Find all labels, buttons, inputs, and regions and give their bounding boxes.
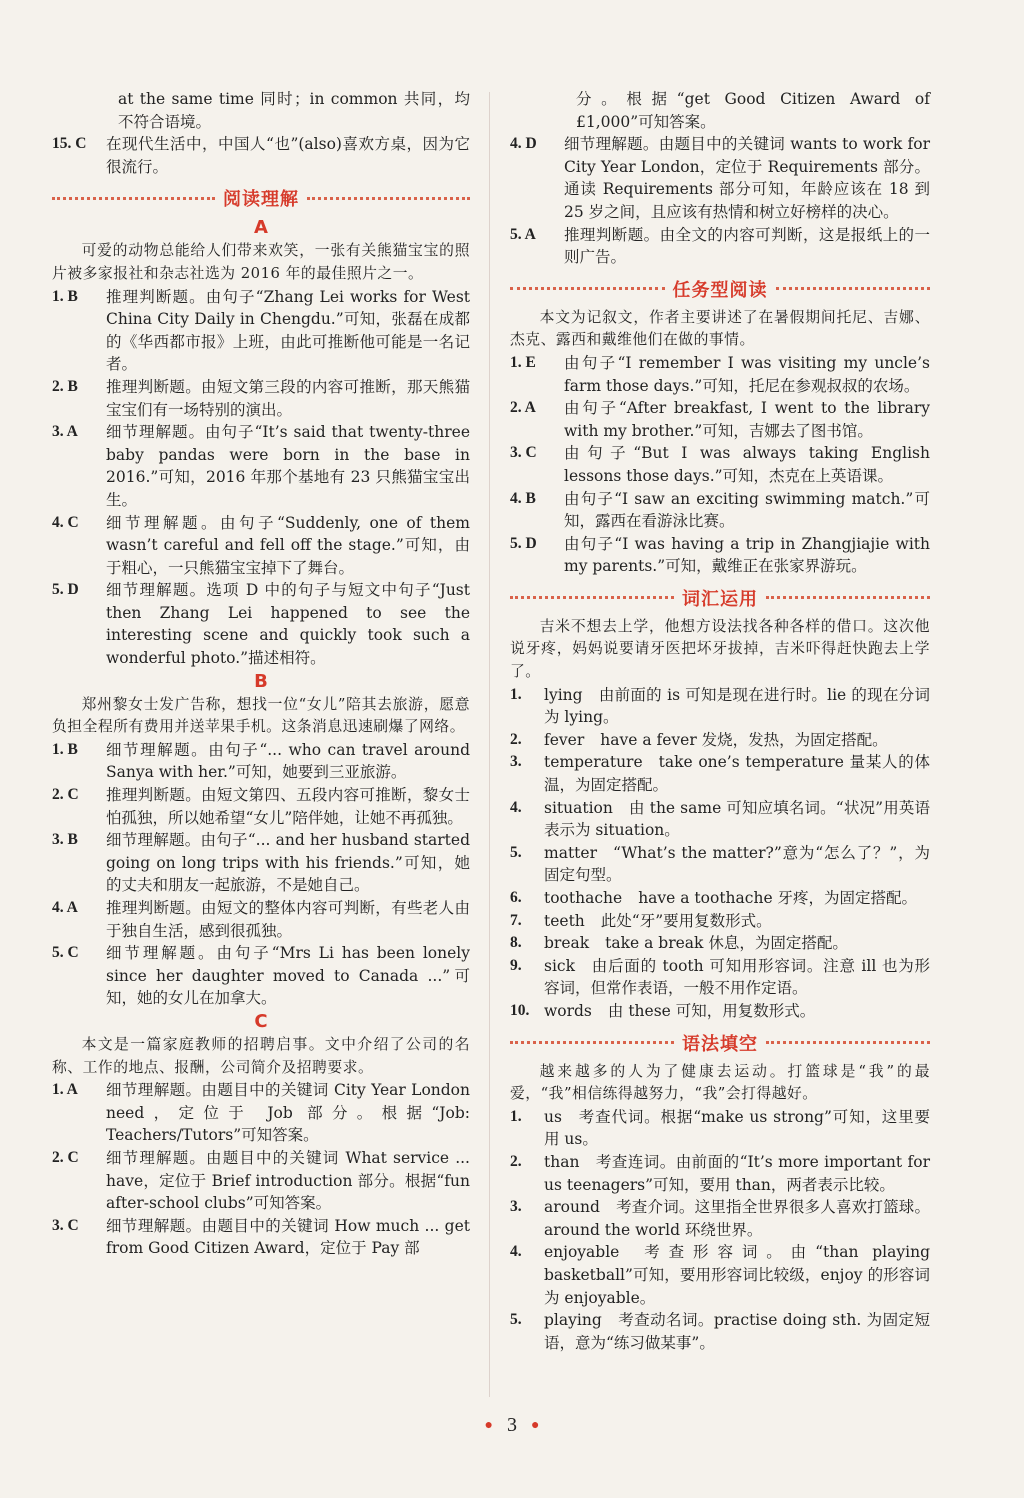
answer-explanation: 考查动名词。practise doing sth. 为固定短语，意为“练习做某事”。 — [544, 1311, 930, 1352]
answer-explanation: 由前面的 is 可知是现在进行时。lie 的现在分词为 lying。 — [544, 685, 930, 727]
answer-number: 2. A — [510, 399, 536, 417]
dotted-rule — [307, 197, 470, 200]
answer-list — [52, 739, 470, 1010]
answer-item — [510, 1196, 930, 1241]
answer-number: 10. — [510, 1001, 530, 1019]
answer-item — [510, 352, 930, 397]
answer-number: 5. D — [52, 581, 79, 599]
answer-line — [544, 1196, 930, 1241]
answer-item — [52, 829, 470, 897]
section-title: 任务型阅读 — [672, 279, 768, 301]
answer-item — [510, 488, 930, 533]
answer-item — [52, 739, 470, 784]
answer-explanation: 推理判断题。由短文第四、五段内容可推断，黎女士怕孤独，所以她希望“女儿”陪伴她，让她不再孤独。 — [106, 786, 470, 827]
answer-explanation: 推理判断题。由全文的内容可判断，这是报纸上的一则广告。 — [564, 225, 930, 267]
answer-number: 2. B — [52, 377, 78, 395]
answer-number: 4. — [510, 798, 522, 816]
answer-explanation: 考查代词。根据“make us strong”可知，这里要用 us。 — [544, 1107, 930, 1149]
answer-explanation: take one’s temperature 量某人的体温，为固定搭配。 — [544, 753, 930, 795]
right-column — [510, 88, 930, 1354]
answer-explanation: 由句子“After breakfast, I went to the library with my brother.”可知，吉娜去了图书馆。 — [564, 399, 930, 440]
answer-number: 5. C — [52, 944, 79, 962]
answer-word: sick — [544, 956, 575, 975]
passage-label: B — [254, 670, 268, 692]
answer-item — [52, 897, 470, 942]
answer-number: 4. C — [52, 513, 79, 531]
section-header-vocabulary — [510, 582, 930, 614]
answer-number: 3. C — [52, 1216, 79, 1234]
answer-item — [510, 133, 930, 223]
answer-explanation: 推理判断题。由短文第三段的内容可推断，那天熊猫宝宝们有一场特别的演出。 — [106, 377, 470, 419]
answer-list — [510, 1106, 930, 1355]
page-number: ● 3 ● — [484, 1414, 540, 1436]
dotted-rule — [52, 197, 215, 200]
answer-number: 3. — [510, 753, 522, 771]
answer-number: 6. — [510, 889, 522, 906]
answer-explanation: 推理判断题。由句子“Zhang Lei works for West China City Daily in Chengdu.”可知，张磊在成都的《华西都市报》上班，由此可推断他可能是一名记者。 — [106, 287, 470, 374]
dotted-rule — [766, 596, 930, 599]
answer-item — [510, 910, 930, 933]
answer-line — [544, 1241, 930, 1309]
answer-word: enjoyable — [544, 1243, 620, 1262]
answer-number: 3. A — [52, 423, 78, 441]
answer-word: temperature — [544, 753, 643, 772]
answer-number: 2. — [510, 730, 522, 748]
answer-explanation: “What’s the matter?”意为“怎么了？”，为固定句型。 — [544, 843, 930, 885]
answer-line — [544, 842, 930, 887]
answer-explanation: 由后面的 tooth 可知用形容词。注意 ill 也为形容词，但常作表语，一般不用作定语。 — [544, 956, 930, 998]
answer-number: 1. A — [52, 1081, 78, 1099]
answer-word: words — [544, 1001, 592, 1020]
answer-number: 1. E — [510, 353, 536, 371]
answer-explanation: 细节理解题。由题目中的关键词 wants to work for City Year London，定位于 Requirements 部分。通读 Requirements 部分可知，年龄应该在 18 到 25 岁之间，且应该有热情和树立好榜样的决心。 — [564, 135, 930, 221]
answer-number: 2. C — [52, 786, 79, 804]
dotted-rule — [510, 596, 674, 599]
passage-summary: 本文为记叙文，作者主要讲述了在暑假期间托尼、吉娜、杰克、露西和戴维他们在做的事情。 — [510, 308, 930, 349]
answer-explanation: 细节理解题。由题目中的关键词 How much ... get from Good Citizen Award，定位于 Pay 部 — [106, 1216, 470, 1258]
answer-line — [544, 751, 930, 796]
answer-line — [544, 1309, 930, 1354]
passage-summary: 郑州黎女士发广告称，想找一位“女儿”陪其去旅游，愿意负担全程所有费用并送苹果手机。这条消息迅速刷爆了网络。 — [52, 695, 470, 736]
section-title: 词汇运用 — [682, 588, 758, 610]
answer-item — [510, 1309, 930, 1354]
answer-line — [544, 684, 930, 729]
answer-item — [510, 1151, 930, 1196]
answer-number: 1. B — [52, 740, 78, 758]
answer-explanation: 细节理解题。由题目中的关键词 City Year London need，定位于 Job 部分。根据“Job: Teachers/Tutors”可知答案。 — [106, 1081, 470, 1145]
answer-item — [52, 376, 470, 421]
answer-item — [52, 1147, 470, 1215]
answer-number: 5. — [510, 843, 522, 861]
answer-number: 8. — [510, 934, 522, 952]
answer-number: 5. D — [510, 534, 537, 552]
answer-item — [52, 512, 470, 580]
answer-item — [52, 286, 470, 376]
answer-word: playing — [544, 1311, 602, 1330]
answer-number: 4. — [510, 1243, 522, 1261]
answer-number: 15. C — [52, 135, 87, 153]
answer-explanation: 由句子“I saw an exciting swimming match.”可知，露西在看游泳比赛。 — [564, 489, 930, 531]
answer-item — [510, 224, 930, 269]
answer-item — [510, 397, 930, 442]
answer-item — [52, 1215, 470, 1260]
answer-explanation: take a break 休息，为固定搭配。 — [605, 934, 848, 953]
answer-explanation: 细节理解题。选项 D 中的句子与短文中句子“Just then Zhang Lei happened to see the interesting scene and quickly took such a wonderful photo.”描述相符。 — [106, 581, 470, 668]
answer-explanation: 由句子“I remember I was visiting my uncle’s farm those days.”可知，托尼在参观叔叔的农场。 — [564, 353, 930, 395]
passage-summary: 本文是一篇家庭教师的招聘启事。文中介绍了公司的名称、工作的地点、报酬，公司简介及招聘要求。 — [52, 1035, 470, 1076]
answer-item — [510, 533, 930, 578]
answer-explanation: 考查形容词。由“than playing basketball”可知，要用形容词比较级，enjoy 的形容词为 enjoyable。 — [544, 1243, 930, 1307]
answer-item — [52, 133, 470, 178]
answer-explanation: have a toothache 牙疼，为固定搭配。 — [638, 889, 918, 907]
section-header-reading — [52, 182, 470, 214]
answer-item — [52, 1079, 470, 1147]
answer-explanation: 考查介词。这里指全世界很多人喜欢打篮球。around the world 环绕世界。 — [544, 1198, 930, 1239]
answer-explanation: have a fever 发烧，发热，为固定搭配。 — [600, 730, 888, 749]
page-dot-icon: ● — [531, 1418, 540, 1434]
answer-word: than — [544, 1152, 580, 1171]
answer-list — [52, 1079, 470, 1260]
answer-item — [510, 442, 930, 487]
dotted-rule — [776, 287, 931, 290]
answer-item — [52, 579, 470, 669]
passage-label: C — [254, 1010, 268, 1032]
section-title: 阅读理解 — [223, 189, 299, 211]
answer-line — [544, 1151, 930, 1196]
column-divider — [489, 92, 490, 1397]
answer-number: 1. B — [52, 287, 78, 305]
answer-word: situation — [544, 798, 613, 817]
answer-explanation: 此处“牙”要用复数形式。 — [600, 911, 772, 930]
answer-explanation: 细节理解题。由句子“... and her husband started going on long trips with his friends.”可知，她的丈夫和朋友一起旅游，不是她自己。 — [106, 831, 470, 895]
answer-word: matter — [544, 843, 597, 862]
answer-item — [510, 751, 930, 796]
dotted-rule — [766, 1041, 930, 1044]
left-column — [52, 88, 470, 1260]
answer-explanation: 细节理解题。由句子“Mrs Li has been lonely since her daughter moved to Canada ...”可知，她的女儿在加拿大。 — [106, 944, 470, 1008]
answer-item — [510, 1000, 930, 1023]
answer-number: 1. — [510, 685, 522, 703]
answer-item — [510, 932, 930, 955]
section-header-task-reading — [510, 273, 930, 305]
answer-word: around — [544, 1198, 600, 1217]
answer-line — [544, 910, 930, 933]
answer-item — [52, 942, 470, 1010]
answer-item — [510, 797, 930, 842]
answer-explanation: 细节理解题。由题目中的关键词 What service ... have，定位于 Brief introduction 部分。根据“fun after-school clubs”可知答案。 — [106, 1148, 470, 1213]
answer-explanation: 细节理解题。由句子“Suddenly, one of them wasn’t careful and fell off the stage.”可知，由于粗心，一只熊猫宝宝掉下了舞台。 — [106, 513, 470, 577]
answer-number: 3. B — [52, 831, 78, 849]
answer-item — [510, 1106, 930, 1151]
passage-summary: 可爱的动物总能给人们带来欢笑，一张有关熊猫宝宝的照片被多家报社和杂志社选为 2016 年的最佳照片之一。 — [52, 242, 470, 282]
answer-number: 1. — [510, 1107, 522, 1125]
answer-explanation: 由 the same 可知应填名词。“状况”用英语表示为 situation。 — [544, 798, 930, 840]
answer-item — [510, 1241, 930, 1309]
answer-explanation: 由句子“I was having a trip in Zhangjiajie with my parents.”可知，戴维正在张家界游玩。 — [564, 534, 930, 576]
answer-item — [510, 887, 930, 910]
passage-label: A — [254, 217, 268, 239]
dotted-rule — [510, 287, 665, 290]
answer-explanation: 细节理解题。由句子“It’s said that twenty-three baby pandas were born in the base in 2016.”可知，2016 年那个基地有 23 只熊猫宝宝出生。 — [106, 423, 470, 509]
answer-explanation: 由句子“But I was always taking English lessons those days.”可知，杰克在上英语课。 — [564, 444, 930, 485]
answer-line — [544, 1106, 930, 1151]
answer-explanation: 细节理解题。由句子“... who can travel around Sanya with her.”可知，她要到三亚旅游。 — [106, 740, 470, 782]
answer-number: 4. D — [510, 135, 537, 153]
answer-number: 3. — [510, 1198, 522, 1216]
answer-number: 5. — [510, 1311, 522, 1329]
section-header-grammar — [510, 1027, 930, 1059]
answer-item — [52, 421, 470, 511]
answer-word: lying — [544, 685, 583, 704]
answer-line — [544, 1000, 930, 1023]
answer-number: 7. — [510, 911, 522, 929]
answer-line — [544, 887, 930, 910]
answer-item — [510, 729, 930, 752]
answer-explanation: 由 these 可知，用复数形式。 — [607, 1001, 816, 1020]
answer-number: 4. B — [510, 489, 536, 507]
page-dot-icon: ● — [484, 1418, 493, 1434]
answer-word: teeth — [544, 911, 585, 930]
continued-text: at the same time 同时；in common 共同，均不符合语境。 — [118, 90, 470, 131]
section-title: 语法填空 — [682, 1033, 758, 1055]
answer-number: 2. — [510, 1152, 522, 1170]
answer-item — [52, 784, 470, 829]
passage-summary: 吉米不想去上学，他想方设法找各种各样的借口。这次他说牙疼，妈妈说要请牙医把坏牙拔掉，吉米吓得赶快跑去上学了。 — [510, 617, 930, 681]
answer-number: 5. A — [510, 225, 536, 243]
answer-number: 4. A — [52, 899, 78, 916]
answer-explanation: 在现代生活中，中国人“也”(also)喜欢方桌，因为它很流行。 — [106, 135, 470, 176]
answer-word: us — [544, 1107, 562, 1126]
answer-number: 2. C — [52, 1148, 79, 1166]
answer-line — [544, 955, 930, 1000]
answer-number: 3. C — [510, 444, 537, 462]
answer-item — [510, 955, 930, 1000]
answer-line — [544, 932, 930, 955]
answer-word: fever — [544, 730, 585, 749]
dotted-rule — [510, 1041, 674, 1044]
answer-item — [510, 684, 930, 729]
answer-list — [510, 352, 930, 578]
continued-text: 分。根据“get Good Citizen Award of £1,000”可知答案。 — [576, 90, 930, 131]
answer-list — [510, 133, 930, 269]
answer-number: 9. — [510, 956, 522, 974]
passage-summary: 越来越多的人为了健康去运动。打篮球是“我”的最爱，“我”相信练得越努力，“我”会打得越好。 — [510, 1062, 930, 1103]
answer-list — [52, 286, 470, 670]
answer-explanation: 考查连词。由前面的“It’s more important for us teenagers”可知，要用 than，两者表示比较。 — [544, 1152, 930, 1194]
answer-word: toothache — [544, 889, 623, 907]
answer-word: break — [544, 934, 590, 953]
answer-line — [544, 797, 930, 842]
answer-item — [510, 842, 930, 887]
answer-list — [510, 684, 930, 1023]
answer-line — [544, 729, 930, 752]
answer-explanation: 推理判断题。由短文的整体内容可判断，有些老人由于独自生活，感到很孤独。 — [106, 899, 470, 940]
